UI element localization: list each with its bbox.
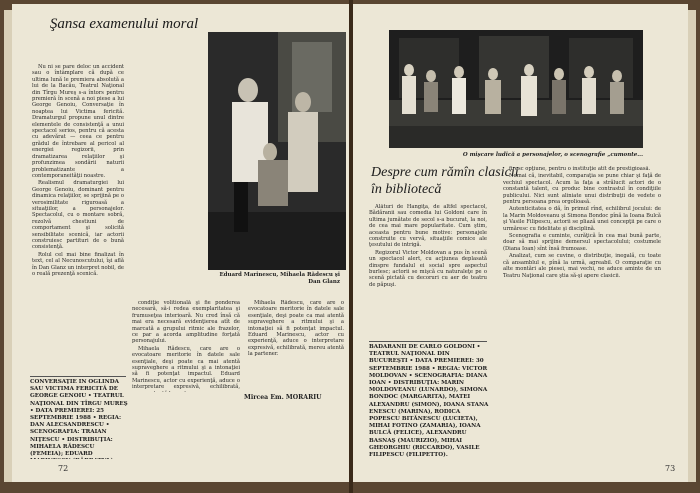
left-photo-caption: Eduard Marinescu, Mihaela Rădescu şi Dan Glanz — [219, 272, 340, 285]
page-edge-left — [4, 10, 12, 482]
article-author: Mircea Em. MORARIU — [244, 394, 322, 401]
paragraph: condiţie volitională şi fie ponderea necesară, să-i redea exemplaritatea şi frumuseţea interioară. Nu cred însă că mai era necesară evidenţierea atît de marcată a grupului ritmic ale frazelor, ce par a acorda amplitudine forţată personajului. — [132, 300, 240, 345]
left-article-column-1 — [32, 64, 124, 374]
article-title-clasici: Despre cum rămîn clasicii în bibliotecă — [371, 165, 519, 197]
paragraph: Mihaela Rădescu, care are o evocatoare meritorie în datele sale esenţiale, deşi poate ca mai atentă supraveghere a ritmului şi a intonaţiei să fi potenţat impactul. Eduard Marinescu, actor cu experienţă, aduce o interpretare expresivă, echilibrată, — [132, 345, 240, 391]
production-info-left: CONVERSAŢIE ÎN OGLINDĂ SAU VICTIMA FERICITĂ DE GEORGE GENOIU • TEATRUL NAŢIONAL DIN TÎRGU MUREŞ • DATA PREMIEREI: 25 SEPTEMBRIE 1988 • REGIA: DAN ALECSANDRESCU • SCENOGRAFIA: TRAIAN NIŢESCU • DISTRIBUŢIA: MIHAELA RĂDESCU (FEMEIA); EDUARD — [30, 379, 128, 458]
right-article-column-1 — [369, 204, 487, 336]
divider — [30, 376, 126, 377]
paragraph: Rolul cel mai bine finalizat în text, cel al Necunoscutului, îşi află în Dan Glanz un interpret nobil, de o reală prezenţă scenică. — [32, 251, 124, 277]
paragraph: Realismul dramaturgiei lui George Genoiu, dominant pentru dinamica relaţiilor, se sprijină pe o verosimilitate riguroasă a situaţiilor, a personajelor. Spectacolul, cu o montare sobră, rezolvă chestiuni de comportament şi solicită sensibilitate scenică, iar actorii construiesc partituri de o bună consistenţă. — [32, 180, 124, 251]
right-page — [353, 4, 688, 482]
stage-photo-left — [208, 32, 346, 270]
paragraph: Alături de Hangiţa, de altfel spectacol, Bădăranii sau comedia lui Goldoni care în ultima jumătate de secol s-a bucurat, la noi, de cea mai mare popularitate. Cum ştim, aceasta pentru bune motive: personajele construite cu vervă, situaţiile comice ale ţesutului de intrigă. — [369, 204, 487, 249]
paragraph: firesc opţiune, pentru o instituţie atît de prestigioasă. — [509, 166, 651, 172]
paragraph: Analizat, cum se cuvine, o distribuţie, inegală, cu toate că ansamblul e, pînă la urmă, agreabil. O comparaţie cu alte montări ale piesei, mai vechi, ne aduce aminte de un Teatru Naţional care ştia să-şi apere clasicii. — [503, 253, 661, 279]
paragraph: Nu ni se pare deloc un accident sau o întâmplare că după ce ultima lună le premiera absolută a lui de la Bacău, Teatrul Naţional din Tîrgu Mureş s-a întors pentru premieră în scenă a noi piese a lui George Genoiu, Conversaţie în noaptea lui Victima fericită. Dramaturgul propune unul dintre elementele de consistenţă a unui spectacol serios, pentru că acesta cu adevărat — ceea ce pentru grădul de întrebare al pericol al energiei regizorii, prin dramatizarea relaţiilor şi profunzimea sondării naturii problematizante a contemporaneităţii noastre. — [32, 64, 124, 179]
paragraph: Numai că, inevitabil, comparaţia se pune chiar şi faţă de vechiul spectacol. Acum la faţa a strălucit actori de o constantă talent, cu produc bine contrastul în condiţiile publicului. Nici sunt aliniate unui distribuţii de vedete o pentru persoana prea orgolioasă. — [503, 173, 661, 206]
page-number-left: 72 — [58, 464, 69, 473]
right-article-column-2 — [503, 166, 661, 466]
article-title-moral: Şansa examenului moral — [49, 16, 199, 32]
paragraph: Regizorul Victor Moldovan a pus în scenă un spectacol alert, cu acţiunea deplasată dinspre fundalul ei social spre aspectul burlesc; actorii se mişcă cu naturaleţe pe o scenă pictată cu decoruri cu aer de teatru de păpuşi. — [369, 249, 487, 288]
page-edge-right — [688, 10, 696, 482]
page-number-right: 73 — [665, 464, 676, 473]
photo-actors-illustration — [208, 32, 346, 270]
photo-ensemble-illustration — [389, 30, 643, 148]
production-info-right: BĂDĂRANII DE CARLO GOLDONI • TEATRUL NAŢIONAL DIN BUCUREŞTI • DATA PREMIEREI: 30 SEPTEMBRIE 1988 • REGIA: VICTOR MOLDOVAN • SCENOGRAFIA: DIANA IOAN • DISTRIBUŢIA: MARIN MOLDOVEANU (LUNARDO), SIMONA BONDOC (MARGARITA), MATEI ALEXANDRU (SIMON), IOANA STANA ENESCU (MARINA), RODICA POPESCU BITĂNESCU (LUCIETA), MIHAI FOTINO (ZAMARIA), IOANA BULCĂ (FELICE), ALEXANDRU BASNAŞ (MAURIZIO), MIHAI GHEORGHIU (RICCARDO), VASILE FILIPESCU (FILIPETTO). — [369, 344, 489, 459]
left-article-column-2 — [132, 300, 240, 392]
paragraph: Mihaela Rădescu, care are o evocatoare meritorie în datele sale esenţiale, deşi poate ca mai atentă supraveghere a ritmului şi a intonaţiei să fi potenţat impactul. Eduard Marinescu, actor cu experienţă, aduce o interpretare expresivă, echilibrată, mereu atentă la partener. — [248, 300, 344, 358]
left-article-column-3 — [248, 300, 344, 392]
divider — [369, 341, 487, 342]
paragraph: Scenografia e cuminte, curăţică în cea mai bună parte, doar să mai sprijine demersul spectacolului; costumele (Diana Ioan) sînt însă frumoase. — [503, 233, 661, 252]
stage-photo-right — [389, 30, 643, 148]
left-page — [12, 4, 349, 482]
right-photo-caption: O mişcare ludică a personajelor, o scenografie „cumonte... — [462, 152, 643, 158]
paragraph: Autenticitatea o dă, în primul rînd, echilibrul jocului: de la Marin Moldoveanu şi Simona Bondoc pînă la Ioana Bulcă şi Vasile Filipescu, actorii se pliază unei concepţii pe care o urmăresc cu fidelitate şi disciplină. — [503, 206, 661, 232]
